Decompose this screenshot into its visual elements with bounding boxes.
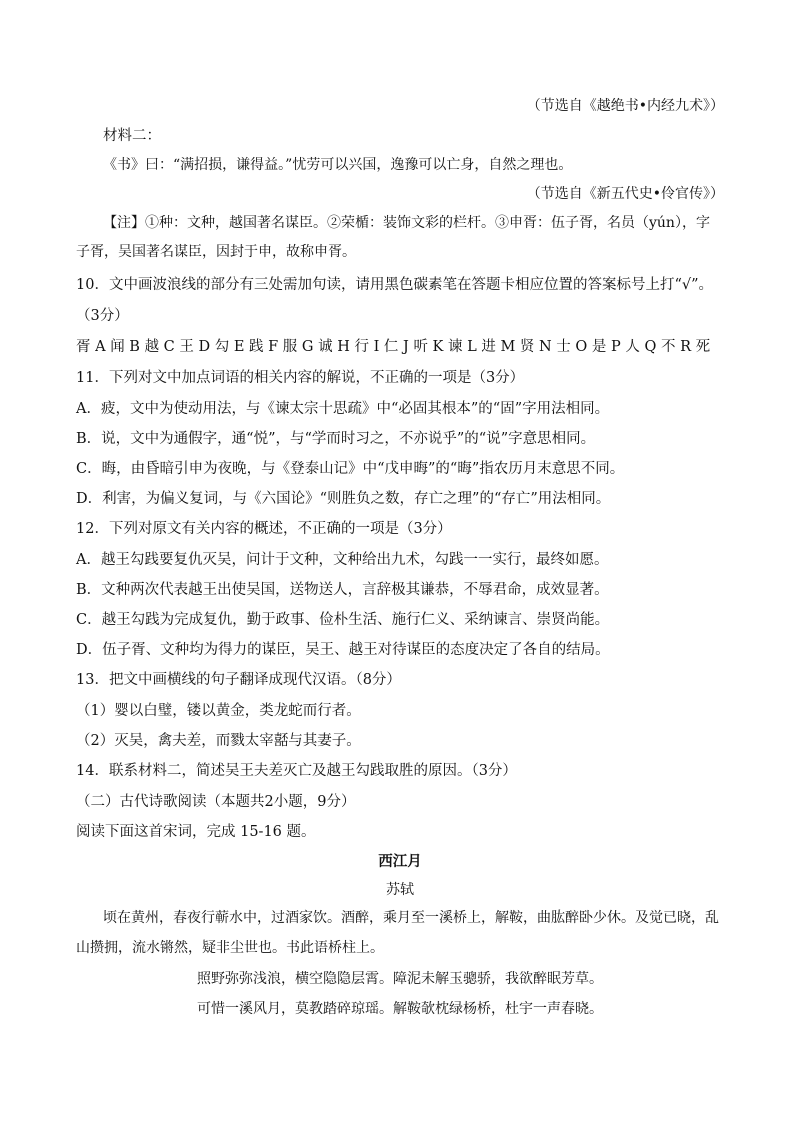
poem-preface-line-2: 山攒拥，流水锵然，疑非尘世也。书此语桥柱上。 <box>76 940 384 956</box>
poem-line-2: 可惜一溪风月，莫教踏碎琼瑶。解鞍欹枕绿杨桥，杜宇一声春晓。 <box>197 1001 603 1017</box>
question-12-option-c: C．越王勾践为完成复仇，勤于政事、俭朴生活、施行仁义、采纳谏言、崇贤尚能。 <box>76 612 610 628</box>
section-2-intro: 阅读下面这首宋词，完成 15-16 题。 <box>76 824 316 840</box>
poem-line-1: 照野弥弥浅浪，横空隐隐层霄。障泥未解玉骢骄，我欲醉眠芳草。 <box>197 971 603 987</box>
poem-author: 苏轼 <box>386 882 414 898</box>
question-11-stem: 11．下列对文中加点词语的相关内容的解说，不正确的一项是（3分） <box>76 370 525 386</box>
source-citation-2: （节选自《新五代史•伶官传》） <box>526 186 724 202</box>
question-10-line-2: （3分） <box>76 308 129 324</box>
question-11-option-b: B．说，文中为通假字，通“悦”，与“学而时习之，不亦说乎”的“说”字意思相同。 <box>76 431 596 447</box>
note-line-2: 子胥，吴国著名谋臣，因封于申，故称申胥。 <box>76 244 356 260</box>
source-citation-1: （节选自《越绝书•内经九术》） <box>526 98 724 114</box>
question-11-option-d: D．利害，为偏义复词，与《六国论》“则胜负之数，存亡之理”的“存亡”用法相同。 <box>76 491 611 507</box>
question-14-stem: 14．联系材料二，简述吴王夫差灭亡及越王勾践取胜的原因。（3分） <box>76 763 517 779</box>
material-2-label: 材料二： <box>103 128 161 144</box>
question-13-item-1: （1）婴以白璧，镂以黄金，类龙蛇而行者。 <box>76 703 361 719</box>
question-10-line-1: 10．文中画波浪线的部分有三处需加句读，请用黑色碳素笔在答题卡相应位置的答案标号上打“√”。 <box>76 277 714 293</box>
question-13-stem: 13．把文中画横线的句子翻译成现代汉语。（8分） <box>76 672 401 688</box>
question-12-option-b: B．文种两次代表越王出使吴国，送物送人，言辞极其谦恭，不辱君命，成效显著。 <box>76 582 609 598</box>
question-10-options: 胥 A 闻 B 越 C 王 D 勾 E 践 F 服 G 诚 H 行 I 仁 J 听 K 谏 L 进 M 贤 N 士 O 是 P 人 Q 不 R 死 <box>76 339 711 355</box>
question-12-stem: 12．下列对原文有关内容的概述，不正确的一项是（3分） <box>76 521 452 537</box>
question-12-option-a: A．越王勾践要复仇灭吴，问计于文种，文种给出九术，勾践一一实行，最终如愿。 <box>76 552 609 568</box>
poem-preface-line-1: 顷在黄州，春夜行蕲水中，过酒家饮。酒醉，乘月至一溪桥上，解鞍，曲肱醉卧少休。及觉已晓，乱 <box>103 910 719 926</box>
section-2-heading: （二）古代诗歌阅读（本题共2小题，9分） <box>76 794 356 810</box>
note-line-1: 【注】①种：文种，越国著名谋臣。②荣楯：装饰文彩的栏杆。③申胥：伍子胥，名员（yún），字 <box>103 215 710 231</box>
poem-title: 西江月 <box>378 853 422 870</box>
question-11-option-c: C．晦，由昏暗引申为夜晚，与《登泰山记》中“戊申晦”的“晦”指农历月末意思不同。 <box>76 461 625 477</box>
material-2-text: 《书》曰：“满招损，谦得益。”忧劳可以兴国，逸豫可以亡身，自然之理也。 <box>103 157 573 173</box>
question-12-option-d: D．伍子胥、文种均为得力的谋臣，吴王、越王对待谋臣的态度决定了各自的结局。 <box>76 642 610 658</box>
question-13-item-2: （2）灭吴，禽夫差，而戮太宰嚭与其妻子。 <box>76 733 361 749</box>
question-11-option-a: A．疲，文中为使动用法，与《谏太宗十思疏》中“必固其根本”的“固”字用法相同。 <box>76 401 610 417</box>
